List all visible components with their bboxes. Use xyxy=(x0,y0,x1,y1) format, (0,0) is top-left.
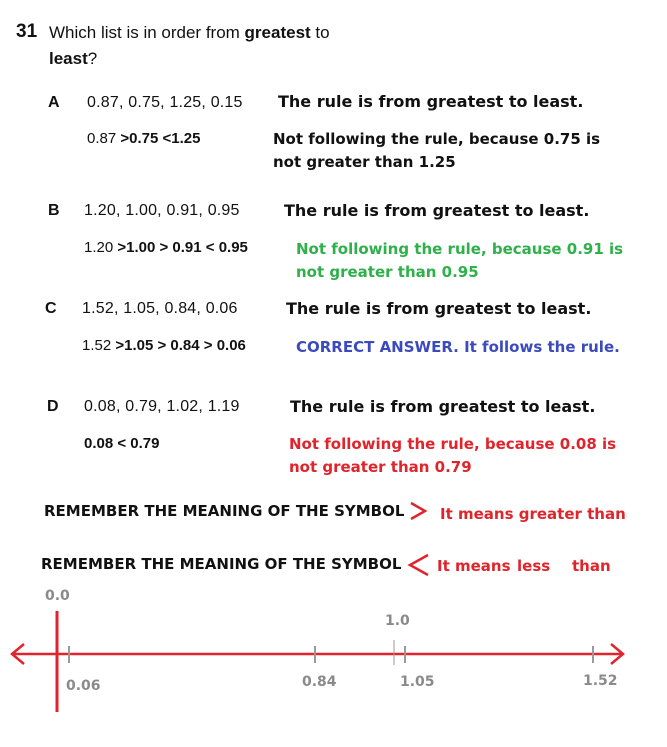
option-c-comparison xyxy=(82,337,246,354)
reminder-less-meaning-2: less xyxy=(517,557,551,575)
question-text-bold1: greatest xyxy=(244,23,311,42)
option-b-comparison-rest: >1.00 > 0.91 < 0.95 xyxy=(113,239,248,256)
tick-label-0-84: 0.84 xyxy=(302,674,337,690)
question-text-line2 xyxy=(49,49,97,69)
reminder-greater-meaning: It means greater than xyxy=(440,505,626,523)
reminder-less-meaning-1: It means xyxy=(437,557,511,575)
number-line-left-arrow-icon xyxy=(12,644,24,664)
option-a-comparison-rest: >0.75 <1.25 xyxy=(116,130,201,147)
option-b-explanation: Not following the rule, because 0.91 is not greater than 0.95 xyxy=(296,240,624,281)
option-a-comparison-start: 0.87 xyxy=(87,130,117,147)
tick-label-1-52: 1.52 xyxy=(583,673,618,689)
reminder-less-meaning-3: than xyxy=(572,557,611,575)
number-line-zero-label: 0.0 xyxy=(45,588,70,604)
option-d-letter[interactable]: D xyxy=(47,398,59,415)
number-line-right-arrow-icon xyxy=(611,644,623,664)
option-a-letter[interactable]: A xyxy=(48,94,60,111)
option-d-comparison xyxy=(84,435,159,452)
question-text-part3: ? xyxy=(87,49,98,68)
option-b-rule: The rule is from greatest to least. xyxy=(284,201,590,220)
tick-label-0-06: 0.06 xyxy=(66,678,101,694)
option-c-comparison-rest: >1.05 > 0.84 > 0.06 xyxy=(111,337,246,354)
question-text-line1 xyxy=(49,23,330,43)
option-c-letter[interactable]: C xyxy=(45,300,57,317)
less-than-symbol-icon xyxy=(410,555,428,575)
option-d-list: 0.08, 0.79, 1.02, 1.19 xyxy=(84,398,240,415)
reminder-less-label: REMEMBER THE MEANING OF THE SYMBOL xyxy=(41,555,402,573)
option-b-comparison xyxy=(84,239,248,256)
reminder-greater-label: REMEMBER THE MEANING OF THE SYMBOL xyxy=(44,502,405,520)
question-text-part1: Which list is in order from xyxy=(49,23,245,42)
option-a-list: 0.87, 0.75, 1.25, 0.15 xyxy=(87,94,243,111)
number-line-one-label: 1.0 xyxy=(385,613,410,629)
option-d-rule: The rule is from greatest to least. xyxy=(290,397,596,416)
option-b-comparison-start: 1.20 xyxy=(84,239,114,256)
question-text-part2: to xyxy=(310,23,330,42)
question-text-bold2: least xyxy=(49,49,88,68)
option-b-list: 1.20, 1.00, 0.91, 0.95 xyxy=(84,202,240,219)
option-d-comparison-rest: 0.08 < 0.79 xyxy=(84,435,160,452)
greater-than-symbol-icon xyxy=(411,503,425,519)
option-c-rule: The rule is from greatest to least. xyxy=(286,299,592,318)
question-number: 31 xyxy=(16,21,38,42)
option-a-rule: The rule is from greatest to least. xyxy=(278,92,584,111)
option-c-explanation: CORRECT ANSWER. It follows the rule. xyxy=(296,338,620,356)
option-a-explanation: Not following the rule, because 0.75 is not greater than 1.25 xyxy=(273,130,601,171)
option-a-comparison xyxy=(87,130,200,147)
tick-label-1-05: 1.05 xyxy=(400,674,435,690)
option-b-letter[interactable]: B xyxy=(48,202,60,219)
option-c-comparison-start: 1.52 xyxy=(82,337,112,354)
option-d-explanation: Not following the rule, because 0.08 is not greater than 0.79 xyxy=(289,435,617,476)
option-c-list: 1.52, 1.05, 0.84, 0.06 xyxy=(82,300,238,317)
